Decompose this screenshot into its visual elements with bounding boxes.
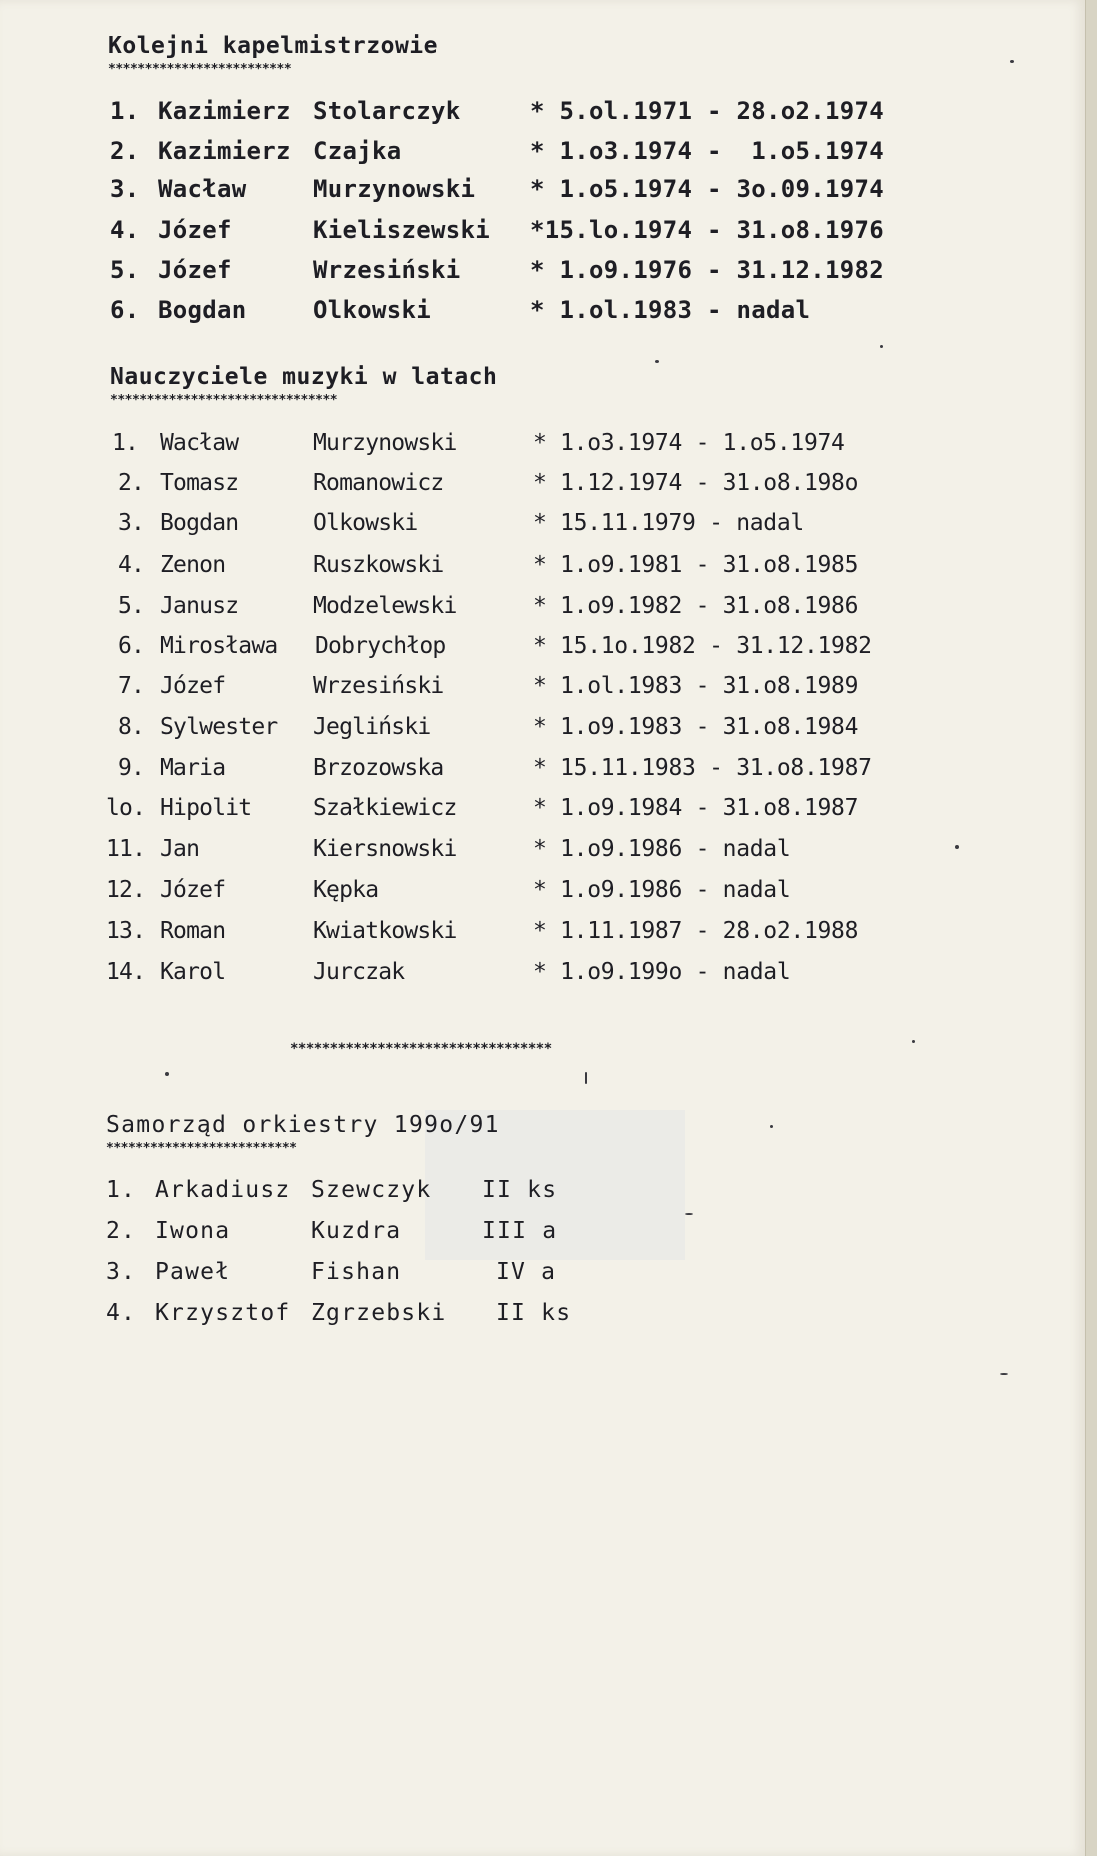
first-name: Józef — [158, 256, 232, 284]
date-range: * 1.o9.1986 - nadal — [533, 877, 791, 903]
last-name: Kwiatkowski — [313, 918, 457, 944]
last-name: Kuzdra — [311, 1218, 402, 1244]
first-name: Wacław — [160, 430, 239, 456]
date-range: * 1.o9.1982 - 31.o8.1986 — [533, 593, 859, 619]
row-number: 3. — [110, 175, 140, 203]
first-name: Kazimierz — [158, 97, 291, 125]
last-name: Ruszkowski — [313, 552, 444, 578]
table-row — [0, 959, 1085, 999]
class-name: II ks — [482, 1177, 558, 1203]
first-name: Tomasz — [160, 470, 239, 496]
last-name: Stolarczyk — [313, 97, 461, 125]
first-name: Józef — [160, 673, 226, 699]
last-name: Kępka — [313, 877, 379, 903]
last-name: Romanowicz — [313, 470, 444, 496]
table-row — [0, 470, 1085, 510]
table-row — [0, 1177, 1085, 1217]
table-row — [0, 714, 1085, 754]
table-row — [0, 755, 1085, 795]
table-row — [0, 430, 1085, 470]
table-row — [0, 633, 1085, 673]
class-name: IV a — [496, 1259, 557, 1285]
table-row — [0, 1259, 1085, 1299]
section-underline-conductors: ************************* — [108, 62, 292, 77]
first-name: Józef — [158, 216, 232, 244]
first-name: Zenon — [160, 552, 226, 578]
date-range: * 15.1o.1982 - 31.12.1982 — [533, 633, 872, 659]
table-row — [0, 1300, 1085, 1340]
first-name: Iwona — [155, 1218, 231, 1244]
last-name: Jegliński — [313, 714, 431, 740]
section-divider: ********************************* — [290, 1041, 552, 1057]
first-name: Janusz — [160, 593, 239, 619]
table-row — [0, 175, 1085, 215]
row-number: 2. — [106, 1218, 137, 1244]
last-name: Dobrychłop — [315, 633, 446, 659]
section-underline-music-teachers: ******************************* — [110, 393, 338, 408]
row-number: 12. — [106, 877, 146, 903]
last-name: Czajka — [313, 137, 402, 165]
row-number: 6. — [110, 296, 140, 324]
table-row — [0, 296, 1085, 336]
table-row — [0, 918, 1085, 958]
date-range: * 1.ol.1983 - nadal — [530, 296, 811, 324]
last-name: Kieliszewski — [313, 216, 490, 244]
date-range: * 1.11.1987 - 28.o2.1988 — [533, 918, 859, 944]
first-name: Karol — [160, 959, 226, 985]
row-number: 1. — [106, 1177, 137, 1203]
first-name: Wacław — [158, 175, 247, 203]
date-range: * 1.o3.1974 - 1.o5.1974 — [533, 430, 845, 456]
row-number: 3. — [106, 1259, 137, 1285]
last-name: Szałkiewicz — [313, 795, 457, 821]
row-number: 5. — [118, 593, 145, 619]
scan-speck — [912, 1040, 915, 1043]
table-row — [0, 593, 1085, 633]
first-name: Maria — [160, 755, 226, 781]
table-row — [0, 673, 1085, 713]
first-name: Sylwester — [160, 714, 278, 740]
first-name: Jan — [160, 836, 200, 862]
table-row — [0, 795, 1085, 835]
last-name: Fishan — [311, 1259, 402, 1285]
class-name: III a — [482, 1218, 558, 1244]
last-name: Kiersnowski — [313, 836, 457, 862]
section-title-conductors: Kolejni kapelmistrzowie — [108, 33, 438, 59]
scan-speck — [1010, 60, 1014, 63]
row-number: 14. — [106, 959, 146, 985]
table-row — [0, 510, 1085, 550]
scan-speck — [1000, 1373, 1008, 1375]
row-number: 2. — [118, 470, 145, 496]
scan-speck — [955, 845, 959, 849]
first-name: Józef — [160, 877, 226, 903]
table-row — [0, 552, 1085, 592]
table-row — [0, 1218, 1085, 1258]
row-number: 6. — [118, 633, 145, 659]
row-number: 13. — [106, 918, 146, 944]
date-range: * 1.o9.199o - nadal — [533, 959, 791, 985]
section-underline-orchestra-council: ************************** — [106, 1141, 297, 1156]
row-number: 1. — [112, 430, 139, 456]
last-name: Modzelewski — [313, 593, 457, 619]
last-name: Brzozowska — [313, 755, 444, 781]
row-number: 9. — [118, 755, 145, 781]
date-range: * 1.ol.1983 - 31.o8.1989 — [533, 673, 859, 699]
scan-speck — [685, 1213, 693, 1215]
first-name: Kazimierz — [158, 137, 291, 165]
last-name: Murzynowski — [313, 175, 476, 203]
first-name: Hipolit — [160, 795, 252, 821]
scan-speck — [585, 1072, 587, 1084]
table-row — [0, 97, 1085, 137]
row-number: 1. — [110, 97, 140, 125]
scan-speck — [880, 345, 883, 348]
table-row — [0, 836, 1085, 876]
last-name: Olkowski — [313, 510, 418, 536]
first-name: Bogdan — [158, 296, 247, 324]
date-range: * 1.o9.1986 - nadal — [533, 836, 791, 862]
first-name: Bogdan — [160, 510, 239, 536]
class-name: II ks — [496, 1300, 572, 1326]
row-number: 7. — [118, 673, 145, 699]
row-number: lo. — [106, 795, 146, 821]
date-range: * 1.o5.1974 - 3o.09.1974 — [530, 175, 884, 203]
scan-speck — [770, 1125, 773, 1128]
row-number: 8. — [118, 714, 145, 740]
date-range: * 1.o9.1984 - 31.o8.1987 — [533, 795, 859, 821]
last-name: Jurczak — [313, 959, 405, 985]
scan-speck — [165, 1072, 169, 1076]
scan-speck — [655, 360, 659, 363]
row-number: 11. — [106, 836, 146, 862]
date-range: * 15.11.1979 - nadal — [533, 510, 804, 536]
section-title-orchestra-council: Samorząd orkiestry 199o/91 — [106, 1112, 500, 1138]
table-row — [0, 877, 1085, 917]
table-row — [0, 256, 1085, 296]
row-number: 5. — [110, 256, 140, 284]
first-name: Krzysztof — [155, 1300, 291, 1326]
last-name: Szewczyk — [311, 1177, 432, 1203]
row-number: 3. — [118, 510, 145, 536]
date-range: * 1.o9.1976 - 31.12.1982 — [530, 256, 884, 284]
row-number: 4. — [110, 216, 140, 244]
row-number: 4. — [106, 1300, 137, 1326]
date-range: * 1.o9.1983 - 31.o8.1984 — [533, 714, 859, 740]
date-range: * 1.o9.1981 - 31.o8.1985 — [533, 552, 859, 578]
first-name: Mirosława — [160, 633, 278, 659]
date-range: * 1.12.1974 - 31.o8.198o — [533, 470, 859, 496]
date-range: * 5.ol.1971 - 28.o2.1974 — [530, 97, 884, 125]
last-name: Zgrzebski — [311, 1300, 447, 1326]
row-number: 4. — [118, 552, 145, 578]
date-range: * 15.11.1983 - 31.o8.1987 — [533, 755, 872, 781]
page-edge — [1085, 0, 1097, 1856]
date-range: * 1.o3.1974 - 1.o5.1974 — [530, 137, 884, 165]
row-number: 2. — [110, 137, 140, 165]
last-name: Wrzesiński — [313, 673, 444, 699]
section-title-music-teachers: Nauczyciele muzyki w latach — [110, 364, 498, 390]
first-name: Arkadiusz — [155, 1177, 291, 1203]
last-name: Wrzesiński — [313, 256, 461, 284]
last-name: Murzynowski — [313, 430, 457, 456]
last-name: Olkowski — [313, 296, 431, 324]
table-row — [0, 216, 1085, 256]
first-name: Roman — [160, 918, 226, 944]
first-name: Paweł — [155, 1259, 231, 1285]
date-range: *15.lo.1974 - 31.o8.1976 — [530, 216, 884, 244]
table-row — [0, 137, 1085, 177]
